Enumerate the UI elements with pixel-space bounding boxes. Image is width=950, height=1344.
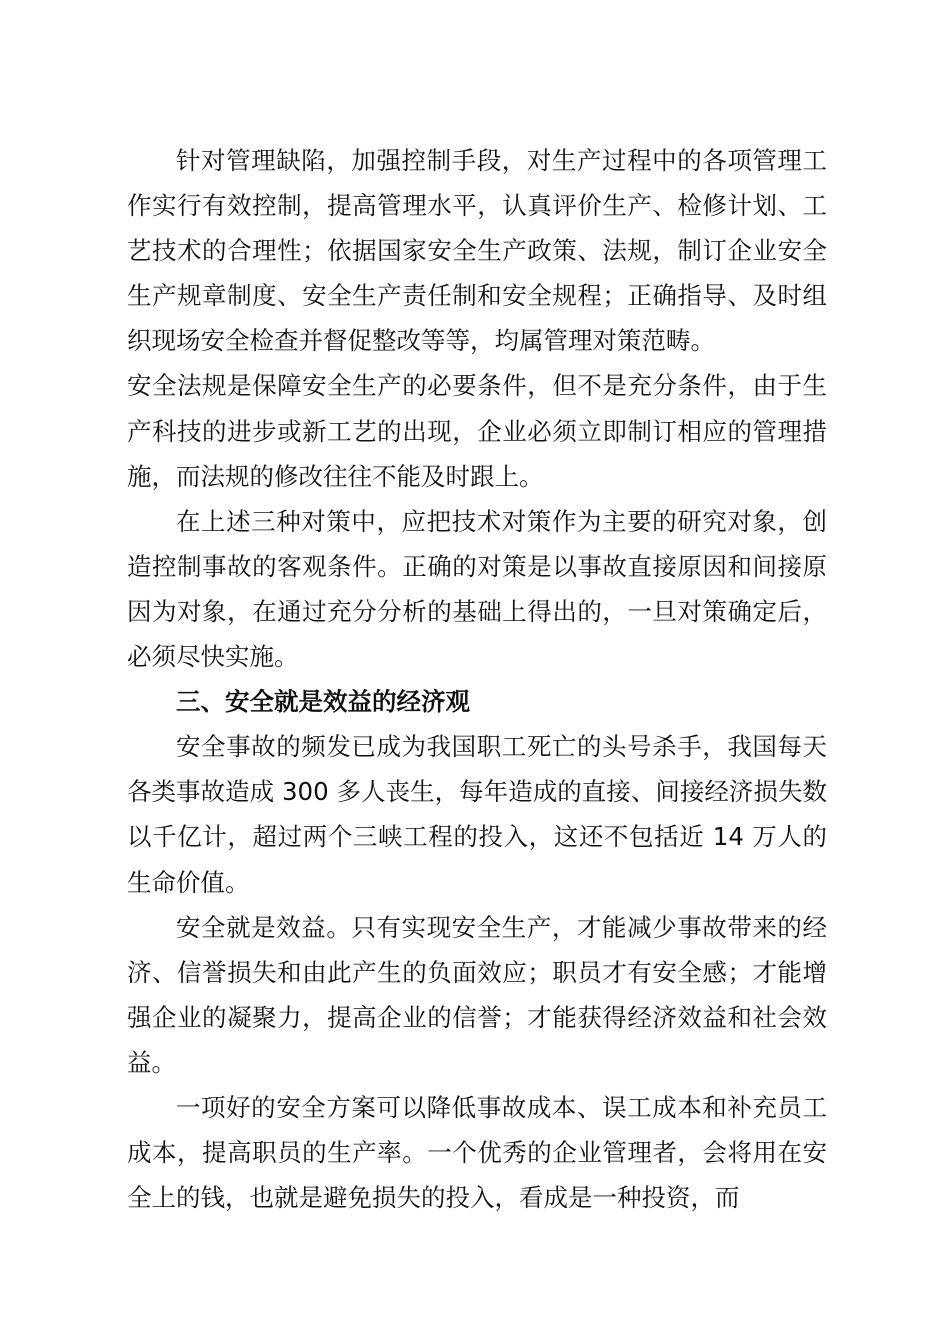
- paragraph-accident-statistics: 安全事故的频发已成为我国职工死亡的头号杀手，我国每天各类事故造成 300 多人丧生，每年造成的直接、间接经济损失数以千亿计，超过两个三峡工程的投入，这还不包括近 14 万人的生命价值。: [127, 732, 827, 897]
- paragraph-safety-is-benefit: 安全就是效益。只有实现安全生产，才能减少事故带来的经济、信誉损失和由此产生的负面效应；职员才有安全感；才能增强企业的凝聚力，提高企业的信誉；才能获得经济效益和社会效益。: [127, 912, 827, 1077]
- paragraph-technical-measures: 在上述三种对策中，应把技术对策作为主要的研究对象，创造控制事故的客观条件。正确的对策是以事故直接原因和间接原因为对象，在通过充分分析的基础上得出的，一旦对策确定后，必须尽快实施。: [127, 506, 827, 672]
- document-body: [127, 138, 827, 1220]
- paragraph-safety-investment: 一项好的安全方案可以降低事故成本、误工成本和补充员工成本，提高职员的生产率。一个优秀的企业管理者，会将用在安全上的钱，也就是避免损失的投入，看成是一种投资，而: [127, 1092, 827, 1213]
- section-heading: 三、安全就是效益的经济观: [176, 687, 470, 717]
- paragraph-management-measures: 针对管理缺陷，加强控制手段，对生产过程中的各项管理工作实行有效控制，提高管理水平，认真评价生产、检修计划、工艺技术的合理性；依据国家安全生产政策、法规，制订企业安全生产规章制度、安全生产责任制和安全规程；正确指导、及时组织现场安全检查并督促整改等等，均属管理对策范畴。: [127, 146, 827, 356]
- paragraph-safety-regulations: 安全法规是保障安全生产的必要条件，但不是充分条件，由于生产科技的进步或新工艺的出现，企业必须立即制订相应的管理措施，而法规的修改往往不能及时跟上。: [127, 371, 827, 491]
